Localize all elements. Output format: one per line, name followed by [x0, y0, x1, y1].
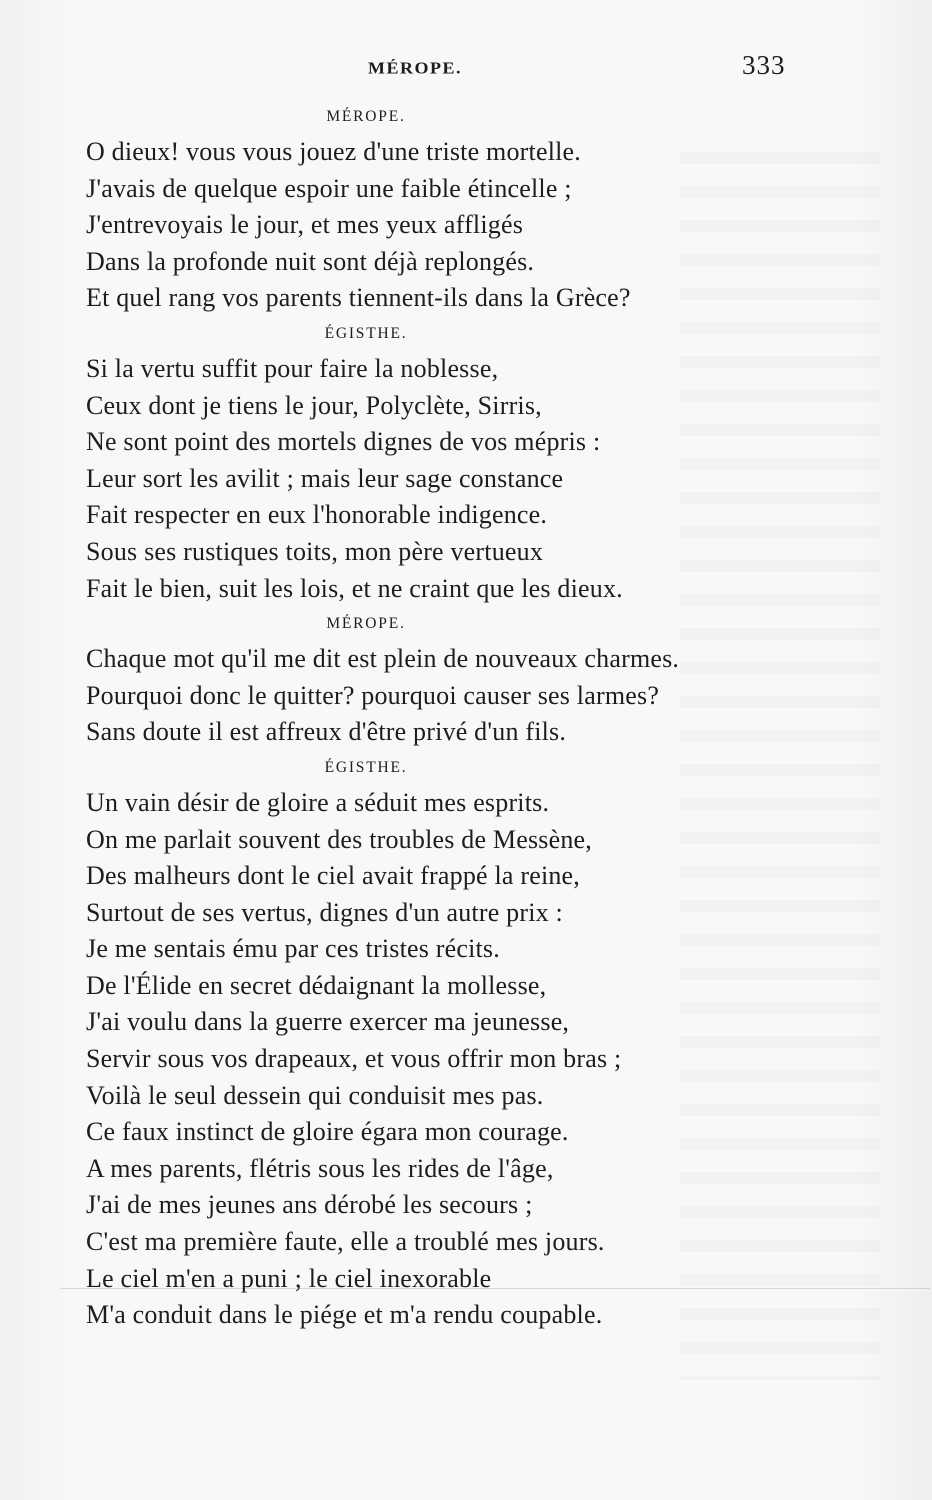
verse-line: O dieux! vous vous jouez d'une triste mortelle.	[86, 137, 581, 166]
verse-line: J'ai de mes jeunes ans dérobé les secours ;	[86, 1190, 533, 1220]
page-number: 333	[742, 50, 786, 80]
verse-line: J'avais de quelque espoir une faible étincelle ;	[86, 173, 572, 203]
verse-line: Ceux dont je tiens le jour, Polyclète, Sirris,	[86, 390, 542, 420]
verse-line: A mes parents, flétris sous les rides de l'âge,	[86, 1153, 554, 1183]
verse-line: C'est ma première faute, elle a troublé mes jours.	[86, 1227, 605, 1257]
page-fold-line	[60, 1288, 930, 1289]
verse-line: Leur sort les avilit ; mais leur sage constance	[86, 463, 564, 493]
speaker-name: MÉROPE.	[326, 108, 406, 125]
verse-line: Servir sous vos drapeaux, et vous offrir mon bras ;	[86, 1044, 622, 1074]
verse-line: De l'Élide en secret dédaignant la mollesse,	[86, 970, 547, 1000]
verse-line: Si la vertu suffit pour faire la noblesse,	[86, 353, 499, 383]
verse-line: Fait le bien, suit les lois, et ne craint que les dieux.	[86, 573, 623, 603]
verse-line: J'entrevoyais le jour, et mes yeux affligés	[86, 210, 524, 240]
speaker-name: MÉROPE.	[326, 615, 406, 633]
verse-line: Le ciel m'en a puni ; le ciel inexorable	[86, 1263, 492, 1293]
verse-line: J'ai voulu dans la guerre exercer ma jeunesse,	[86, 1007, 570, 1037]
verse-line: Ce faux instinct de gloire égara mon courage.	[86, 1117, 569, 1147]
verse-line: Je me sentais ému par ces tristes récits.	[86, 934, 500, 964]
verse-line: Des malheurs dont le ciel avait frappé la reine,	[86, 861, 581, 891]
verse-line: Et quel rang vos parents tiennent-ils dans la Grèce?	[86, 283, 631, 313]
verse-line: Chaque mot qu'il me dit est plein de nouveaux charmes.	[86, 644, 680, 674]
verse-line: Sans doute il est affreux d'être privé d'un fils.	[86, 717, 567, 747]
speaker-name: ÉGISTHE.	[324, 324, 408, 342]
verse-line: Ne sont point des mortels dignes de vos mépris :	[86, 427, 601, 457]
verse-line: M'a conduit dans le piége et m'a rendu coupable.	[86, 1300, 603, 1330]
verse-line: Voilà le seul dessein qui conduisit mes pas.	[86, 1080, 544, 1110]
verse-line: Sous ses rustiques toits, mon père vertueux	[86, 536, 544, 566]
verse-block	[86, 100, 816, 1334]
verse-line: On me parlait souvent des troubles de Messène,	[86, 824, 592, 854]
verse-line: Fait respecter en eux l'honorable indigence.	[86, 500, 548, 530]
verse-line: Un vain désir de gloire a séduit mes esprits.	[86, 787, 550, 817]
verse-line: Dans la profonde nuit sont déjà replongés.	[86, 246, 535, 276]
verse-line: Surtout de ses vertus, dignes d'un autre prix :	[86, 897, 563, 927]
verse-line: Pourquoi donc le quitter? pourquoi causer ses larmes?	[86, 680, 660, 710]
speaker-name: ÉGISTHE.	[324, 758, 408, 776]
running-header: MÉROPE.	[368, 58, 462, 78]
